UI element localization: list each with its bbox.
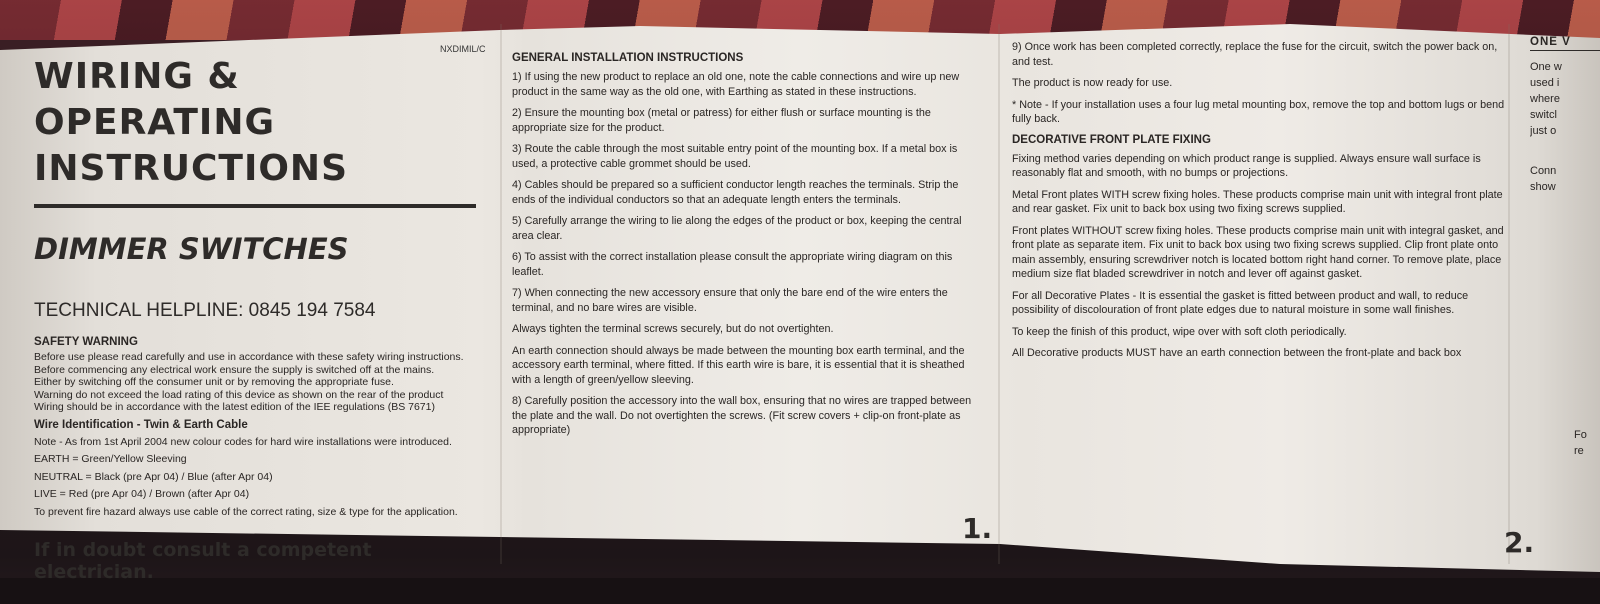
product-subtitle: DIMMER SWITCHES: [34, 232, 349, 266]
instruction-step: An earth connection should always be made between the mounting box earth terminal, and the accessory earth terminal, where fitted. If this earth wire is bare, it is essential that it is sheathed with a length of green/yellow sleeving.: [512, 344, 965, 386]
wire-id-heading: Wire Identification - Twin & Earth Cable: [34, 418, 248, 431]
safety-line: Warning do not exceed the load rating of this device as shown on the rear of the product: [34, 388, 444, 401]
instruction-step: 7) When connecting the new accessory ensure that only the bare end of the wire enters the terminal, and no bare wires are visible.: [512, 287, 948, 314]
fold-line: [500, 24, 502, 564]
product-code: NXDIMIL/C: [440, 44, 486, 54]
cover-panel: [34, 38, 484, 583]
instruction-step: 8) Carefully position the accessory into the wall box, ensuring that no wires are trapped between the plate and the wall. Do not overtighten the screws. (Fit screw covers + clip-on front-plate as appropriate): [512, 395, 972, 436]
partial-line: switcl: [1530, 109, 1557, 121]
front-plate-paragraph: For all Decorative Plates - It is essential the gasket is fitted between product and wall, to reduce possibility of discolouration of front plate edges due to natural moisture in some wall finishes.: [1012, 289, 1469, 316]
wire-line: To prevent fire hazard always use cable of the correct rating, size & type for the application.: [34, 505, 458, 518]
page-number: 2.: [1504, 526, 1535, 559]
fold-line: [998, 24, 1000, 564]
safety-line: Before use please read carefully and use in accordance with these safety wiring instructions.: [34, 351, 464, 363]
instruction-step: 4) Cables should be prepared so a sufficient conductor length reaches the terminals. Strip the ends of the individual conductors so that an adequate length enters the terminals.: [512, 179, 959, 206]
installation-panel: [512, 50, 972, 445]
doubt-notice: If in doubt consult a competent electrician.: [34, 539, 372, 584]
ready-note: The product is now ready for use.: [1012, 77, 1173, 89]
front-plate-paragraph: Front plates WITHOUT screw fixing holes. These products comprise main unit with integral gasket, and front plate as separate item. Fix unit to back box using two fixing screws supplied. Clip front plate onto main assembly, ensuring screwdriver notch is located bottom right hand corner. To remove plate, place medium size flat bladed screwdriver in notch and lever off against gasket.: [1012, 224, 1504, 280]
mounting-box-note: * Note - If your installation uses a four lug metal mounting box, remove the top and bottom lugs or bend fully back.: [1012, 98, 1505, 125]
instruction-step: 3) Route the cable through the most suitable entry point of the mounting box. If a metal box is used, a protective cable grommet should be used.: [512, 143, 958, 170]
front-plate-heading: DECORATIVE FRONT PLATE FIXING: [1012, 133, 1211, 146]
front-plate-paragraph: To keep the finish of this product, wipe over with soft cloth periodically.: [1012, 325, 1347, 338]
front-plate-paragraph: Fixing method varies depending on which product range is supplied. Always ensure wall surface is reasonably flat and smooth, with no bumps or projections.: [1012, 152, 1481, 179]
partial-line: One w: [1530, 61, 1562, 73]
wire-line: Note - As from 1st April 2004 new colour codes for hard wire installations were introduced.: [34, 435, 452, 448]
front-plate-paragraph: All Decorative products MUST have an earth connection between the front-plate and back box: [1012, 347, 1462, 359]
instruction-step: 1) If using the new product to replace an old one, note the cable connections and wire up new product in the same way as the old one, with Earthing as stated in these instructions.: [512, 71, 960, 98]
instruction-step: 6) To assist with the correct installation please consult the appropriate wiring diagram on this leaflet.: [512, 251, 953, 278]
title-line: WIRING & OPERATING: [34, 56, 275, 143]
instruction-step: 9) Once work has been completed correctly, replace the fuse for the circuit, switch the power back on, and test.: [1012, 41, 1498, 68]
partial-line: Conn: [1530, 165, 1557, 177]
instruction-step: Always tighten the terminal screws securely, but do not overtighten.: [512, 323, 834, 335]
wire-line: NEUTRAL = Black (pre Apr 04) / Blue (after Apr 04): [34, 470, 273, 483]
instruction-step: 2) Ensure the mounting box (metal or patress) for either flush or surface mounting is the appropriate size for the product.: [512, 107, 931, 134]
partial-line: re: [1574, 445, 1584, 457]
installation-heading: GENERAL INSTALLATION INSTRUCTIONS: [512, 52, 744, 64]
page-number: 1.: [962, 512, 993, 545]
front-plate-panel: [1012, 40, 1512, 368]
partial-line: used i: [1530, 77, 1560, 89]
safety-line: Before commencing any electrical work ensure the supply is switched off at the mains.: [34, 363, 435, 376]
partial-line: where: [1530, 93, 1560, 105]
helpline: TECHNICAL HELPLINE: 0845 194 7584: [34, 300, 376, 321]
next-panel-partial: [1530, 36, 1600, 556]
title-rule: [34, 204, 476, 208]
instruction-step: 5) Carefully arrange the wiring to lie along the edges of the product or box, keeping the central area clear.: [512, 215, 962, 242]
title-line: INSTRUCTIONS: [34, 148, 348, 189]
partial-line: show: [1530, 181, 1556, 193]
front-plate-paragraph: Metal Front plates WITH screw fixing holes. These products comprise main unit with integral front plate and rear gasket. Fix unit to back box using two fixing screws supplied.: [1012, 188, 1503, 215]
wire-line: EARTH = Green/Yellow Sleeving: [34, 453, 187, 466]
safety-line: Wiring should be in accordance with the latest edition of the IEE regulations (BS 7671): [34, 401, 435, 414]
document-title: [34, 54, 484, 192]
wire-line: LIVE = Red (pre Apr 04) / Brown (after Apr 04): [34, 488, 250, 501]
partial-line: Fo: [1574, 429, 1587, 441]
safety-heading: SAFETY WARNING: [34, 336, 138, 348]
partial-line: just o: [1530, 125, 1557, 137]
partial-heading: ONE V: [1530, 36, 1600, 51]
safety-line: Either by switching off the consumer unit or by removing the appropriate fuse.: [34, 376, 394, 389]
